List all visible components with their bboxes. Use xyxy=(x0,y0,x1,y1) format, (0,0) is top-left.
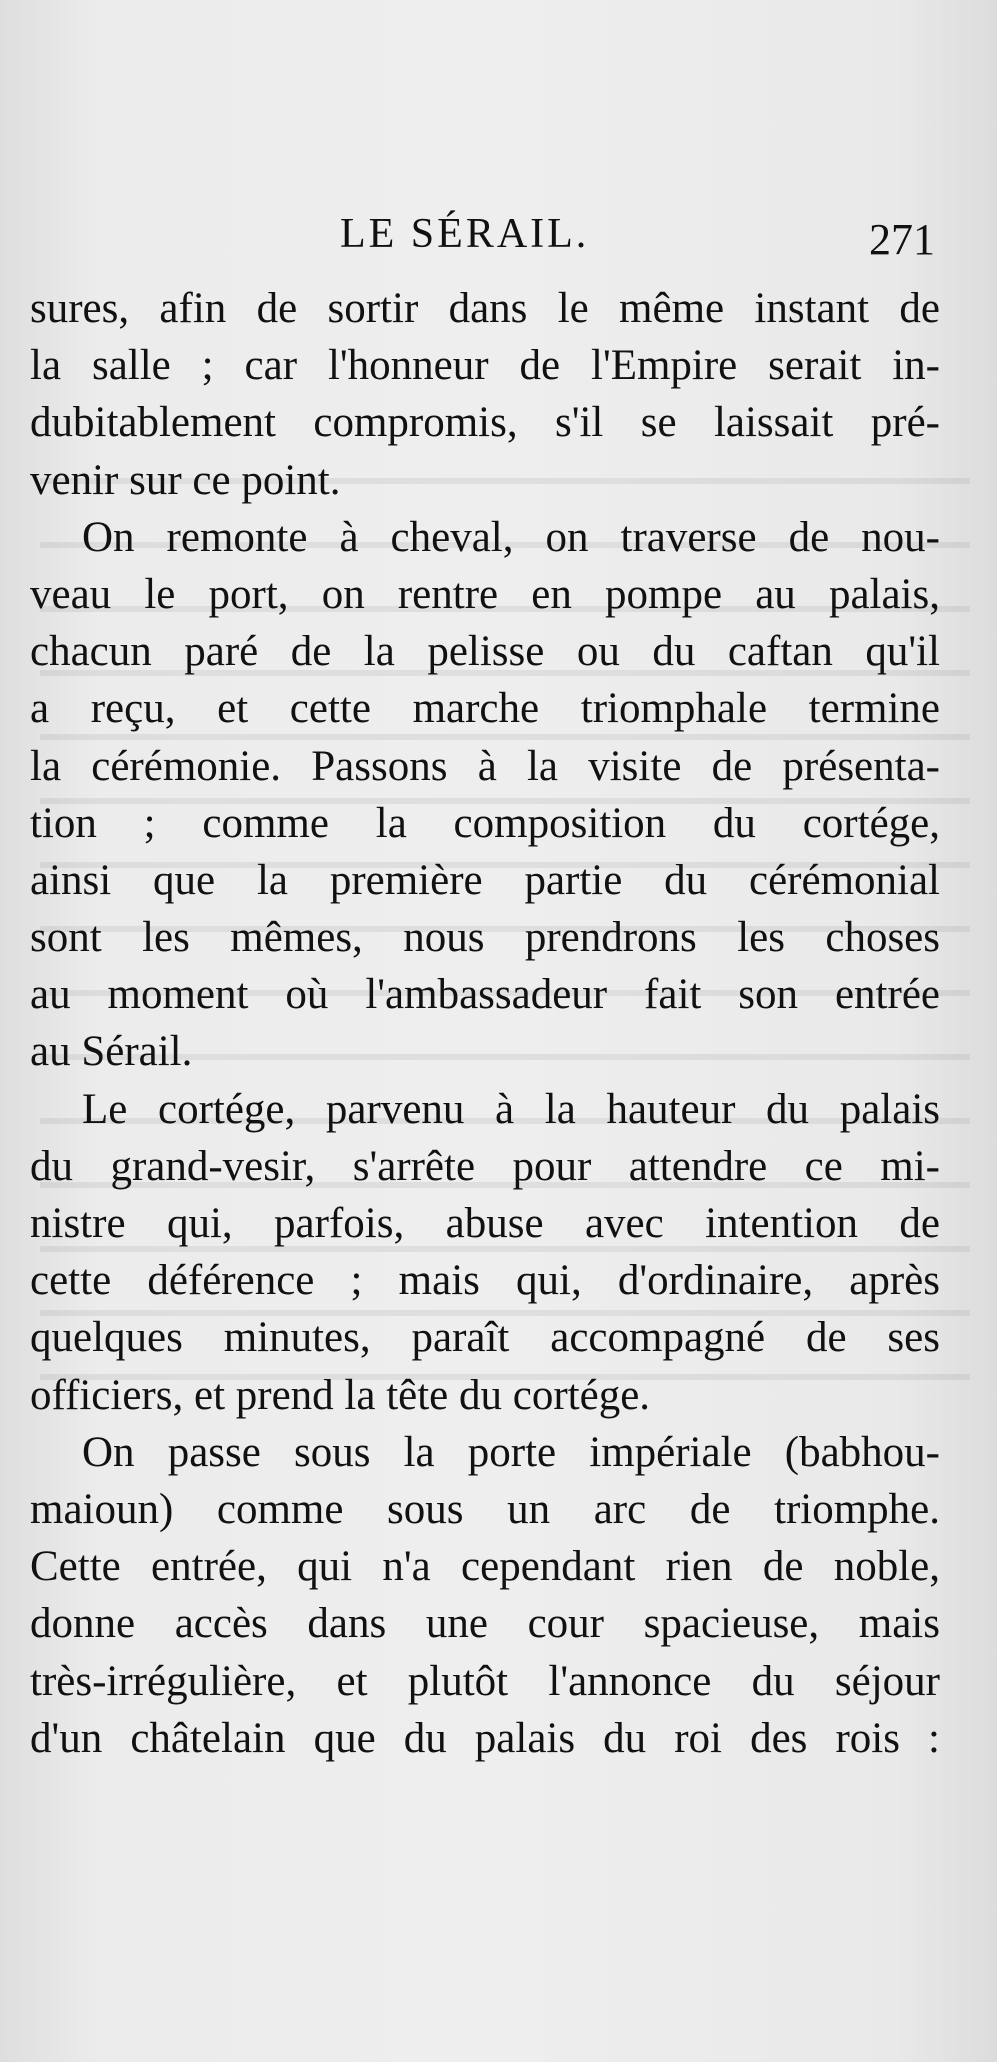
text-line: veau le port, on rentre en pompe au palais, xyxy=(30,570,940,618)
text-line: la cérémonie. Passons à la visite de présenta- xyxy=(30,742,940,790)
text-line: Cette entrée, qui n'a cependant rien de noble, xyxy=(30,1543,940,1591)
text-line: la salle ; car l'honneur de l'Empire serait in- xyxy=(30,342,940,390)
page-header xyxy=(0,200,997,264)
page-number: 271 xyxy=(869,215,935,264)
text-line: dubitablement compromis, s'il se laissait pré- xyxy=(30,399,940,447)
text-line: donne accès dans une cour spacieuse, mais xyxy=(30,1600,940,1648)
text-line: a reçu, et cette marche triomphale termine xyxy=(30,685,940,733)
text-line: maioun) comme sous un arc de triomphe. xyxy=(30,1485,940,1533)
text-line: venir sur ce point. xyxy=(30,456,341,504)
text-line: sures, afin de sortir dans le même instant de xyxy=(30,285,940,332)
text-line: tion ; comme la composition du cortége, xyxy=(30,799,940,847)
running-title: LE SÉRAIL. xyxy=(340,211,590,257)
text-line: au moment où l'ambassadeur fait son entrée xyxy=(30,971,940,1019)
text-line: cette déférence ; mais qui, d'ordinaire, après xyxy=(30,1257,940,1305)
text-line: au Sérail. xyxy=(30,1028,193,1076)
text-line: d'un châtelain que du palais du roi des rois : xyxy=(30,1714,940,1762)
text-line: nistre qui, parfois, abuse avec intention de xyxy=(30,1200,940,1247)
text-line: du grand-vesir, s'arrête pour attendre ce mi- xyxy=(30,1142,940,1190)
text-line: ainsi que la première partie du cérémonial xyxy=(30,856,940,904)
text-line: quelques minutes, paraît accompagné de ses xyxy=(30,1314,940,1362)
body-text xyxy=(30,280,940,1767)
paragraph-first-line: On remonte à cheval, on traverse de nou- xyxy=(82,513,940,561)
text-line: chacun paré de la pelisse ou du caftan qu'il xyxy=(30,628,940,676)
text-line: très-irrégulière, et plutôt l'annonce du séjour xyxy=(30,1657,940,1705)
paragraph-first-line: On passe sous la porte impériale (babhou- xyxy=(82,1428,940,1476)
text-line: officiers, et prend la tête du cortége. xyxy=(30,1371,651,1419)
text-line: sont les mêmes, nous prendrons les choses xyxy=(30,914,940,962)
paragraph-first-line: Le cortége, parvenu à la hauteur du palais xyxy=(82,1085,940,1133)
